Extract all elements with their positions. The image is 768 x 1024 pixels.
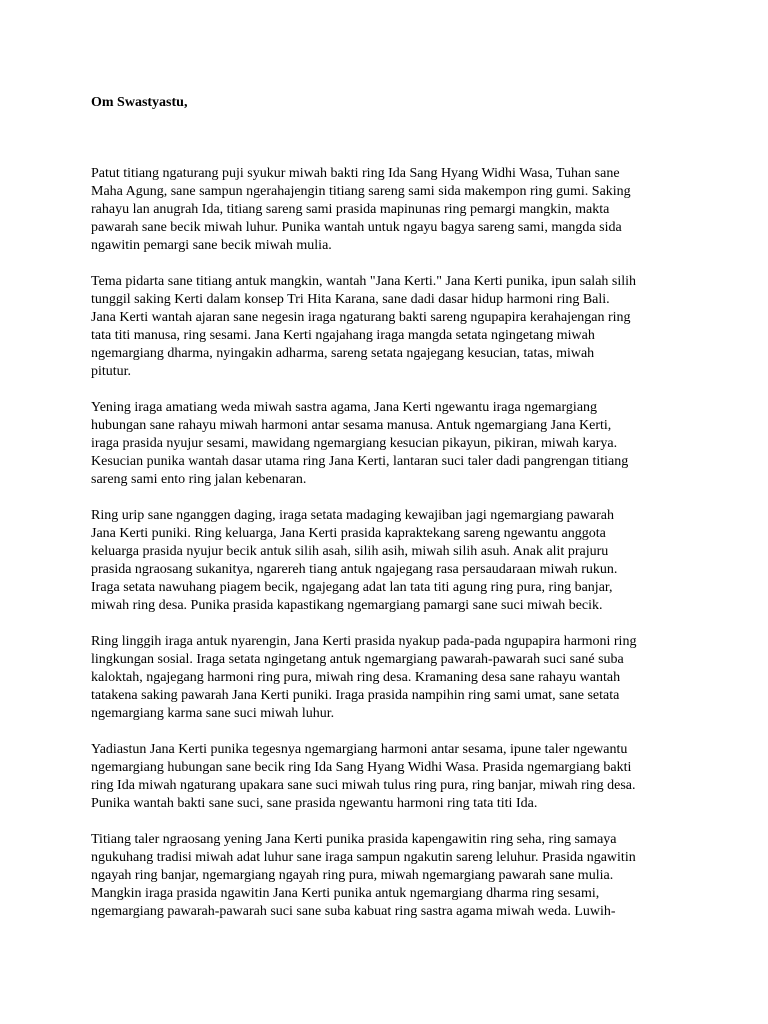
paragraph-line: rahayu lan anugrah Ida, titiang sareng sami prasida mapinunas ring pemargi mangkin, makta bbox=[91, 202, 610, 217]
paragraph bbox=[91, 831, 691, 921]
paragraph-line: pitutur. bbox=[91, 364, 132, 379]
paragraph-line: Ring urip sane nganggen daging, iraga setata madaging kewajiban jagi ngemargiang pawarah bbox=[91, 508, 615, 523]
paragraph-line: Patut titiang ngaturang puji syukur miwah bakti ring Ida Sang Hyang Widhi Wasa, Tuhan sane bbox=[91, 166, 620, 181]
paragraph-line: pawarah sane becik miwah luhur. Punika wantah untuk ngayu bagya sareng sami, mangda sida bbox=[91, 220, 622, 235]
paragraph-line: ngawitin pemargi sane becik miwah mulia. bbox=[91, 238, 332, 253]
paragraph bbox=[91, 633, 691, 723]
paragraph-line: sareng sami ento ring jalan kebenaran. bbox=[91, 472, 307, 487]
paragraph-line: ngemargiang pawarah-pawarah suci sane suba kabuat ring sastra agama miwah weda. Luwih- bbox=[91, 904, 616, 919]
paragraph-line: Punika wantah bakti sane suci, sane prasida ngewantu harmoni ring tata titi Ida. bbox=[91, 796, 538, 811]
paragraph-line: ring Ida miwah ngaturang upakara sane suci miwah tulus ring pura, ring banjar, miwah ring desa. bbox=[91, 778, 636, 793]
paragraph-line: lingkungan sosial. Iraga setata ngingetang antuk ngemargiang pawarah-pawarah suci sané suba bbox=[91, 652, 624, 667]
paragraph-line: Yening iraga amatiang weda miwah sastra agama, Jana Kerti ngewantu iraga ngemargiang bbox=[91, 400, 598, 415]
paragraph-line: hubungan sane rahayu miwah harmoni antar sesama manusa. Antuk ngemargiang Jana Kerti, bbox=[91, 418, 612, 433]
paragraph bbox=[91, 399, 691, 489]
paragraph-line: miwah ring desa. Punika prasida kapastikang ngemargiang pamargi sane suci miwah becik. bbox=[91, 598, 603, 613]
paragraph-line: kaloktah, ngajegang harmoni ring pura, miwah ring desa. Kramaning desa sane rahayu wantah bbox=[91, 670, 621, 685]
paragraph-line: Tema pidarta sane titiang antuk mangkin, wantah "Jana Kerti." Jana Kerti punika, ipun salah silih bbox=[91, 274, 637, 289]
paragraph bbox=[91, 165, 691, 255]
paragraph-line: ngemargiang dharma, nyingakin adharma, sareng setata ngajegang kesucian, tatas, miwah bbox=[91, 346, 595, 361]
paragraph-line: keluarga prasida nyujur becik antuk silih asah, silih asih, miwah silih asuh. Anak alit prajuru bbox=[91, 544, 609, 559]
paragraph-line: Jana Kerti wantah ajaran sane negesin iraga ngaturang bakti sareng ngupapira kerahajengan ring bbox=[91, 310, 631, 325]
paragraph-line: ngayah ring banjar, ngemargiang ngayah ring pura, miwah ngemargiang pawarah sane mulia. bbox=[91, 868, 614, 883]
paragraph-line: Kesucian punika wantah dasar utama ring Jana Kerti, lantaran suci taler dadi pangrengan titiang bbox=[91, 454, 629, 469]
paragraph-line: Mangkin iraga prasida ngawitin Jana Kerti punika antuk ngemargiang dharma ring sesami, bbox=[91, 886, 600, 901]
paragraph-line: tatakena saking pawarah Jana Kerti puniki. Iraga prasida nampihin ring sami umat, sane setata bbox=[91, 688, 620, 703]
greeting-heading: Om Swastyastu, bbox=[91, 95, 188, 110]
paragraph-line: iraga prasida nyujur sesami, mawidang ngemargiang kesucian pikayun, pikiran, miwah karya. bbox=[91, 436, 618, 451]
paragraph-line: Titiang taler ngraosang yening Jana Kerti punika prasida kapengawitin ring seha, ring samaya bbox=[91, 832, 617, 847]
paragraph bbox=[91, 507, 691, 615]
document-body bbox=[91, 165, 691, 939]
paragraph-line: ngemargiang hubungan sane becik ring Ida Sang Hyang Widhi Wasa. Prasida ngemargiang bakti bbox=[91, 760, 632, 775]
paragraph-line: ngemargiang karma sane suci miwah luhur. bbox=[91, 706, 335, 721]
paragraph-line: Iraga setata nawuhang piagem becik, ngajegang adat lan tata titi agung ring pura, ring banjar, bbox=[91, 580, 613, 595]
paragraph-line: tunggil saking Kerti dalam konsep Tri Hita Karana, sane dadi dasar hidup harmoni ring Bali. bbox=[91, 292, 610, 307]
paragraph-line: prasida ngraosang sukanitya, ngarereh tiang antuk ngajegang rasa persaudaraan miwah rukun. bbox=[91, 562, 618, 577]
paragraph bbox=[91, 273, 691, 381]
paragraph-line: ngukuhang tradisi miwah adat luhur sane iraga sampun ngakutin sareng leluhur. Prasida ngawitin bbox=[91, 850, 636, 865]
paragraph-line: Yadiastun Jana Kerti punika tegesnya ngemargiang harmoni antar sesama, ipune taler ngewantu bbox=[91, 742, 628, 757]
paragraph-line: Jana Kerti puniki. Ring keluarga, Jana Kerti prasida kapraktekang sareng ngewantu anggota bbox=[91, 526, 606, 541]
paragraph-line: Ring linggih iraga antuk nyarengin, Jana Kerti prasida nyakup pada-pada ngupapira harmoni ring bbox=[91, 634, 637, 649]
paragraph-line: Maha Agung, sane sampun ngerahajengin titiang sareng sami sida makempon ring gumi. Saking bbox=[91, 184, 631, 199]
paragraph bbox=[91, 741, 691, 813]
paragraph-line: tata titi manusa, ring sesami. Jana Kerti ngajahang iraga mangda setata ngingetang miwah bbox=[91, 328, 595, 343]
